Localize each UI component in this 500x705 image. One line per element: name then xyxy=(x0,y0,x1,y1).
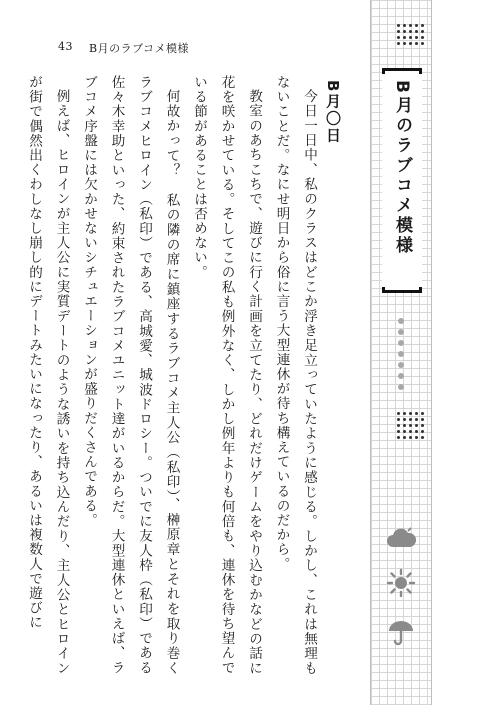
umbrella-icon xyxy=(386,618,416,648)
paragraph: 教室のあちこちで、遊びに行く計画を立てたり、どれだけゲームをやり込むかなどの話に花を咲かせている。そしてこの私も例外なく、しかし例年よりも何倍も、連休を待ち望んでいる節があることは否めない。 xyxy=(191,75,262,675)
dot-grid-mid xyxy=(397,412,424,439)
paragraph: 例えば、ヒロインが主人公に実質デートのような誘いを持ち込んだり、主人公とヒロインが街で偶然出くわしなし崩し的にデートみたいになったり、あるいは複数人で遊びに xyxy=(26,75,70,675)
circle-column xyxy=(398,318,404,390)
date-heading: B月〇日 xyxy=(324,80,342,145)
running-title: B月のラブコメ模様 xyxy=(89,42,190,55)
chapter-title: B月のラブコメ模様 xyxy=(392,80,412,256)
page-header xyxy=(58,40,189,56)
dot-grid-top xyxy=(397,24,424,45)
paragraph: 何故かって？ 私の隣の席に鎮座するラブコメ主人公（私印）、榊原章とそれを取り巻くラブコメヒロイン（私印）である、高城愛、城波ドロシー。ついでに友人枠（私印）である佐々木幸助といった、約束されたラブコメユニット達がいるからだ。大型連休といえば、ラブコメ序盤には欠かせないシチュエーションが盛りだくさんである。 xyxy=(81,75,180,675)
chapter-title-box xyxy=(382,68,422,293)
page-number: 43 xyxy=(58,40,73,53)
body-text xyxy=(26,75,322,675)
bracket-bottom xyxy=(382,287,422,293)
paragraph: 今日一日中、私のクラスはどこか浮き足立っていたように感じる。しかし、これは無理もないことだ。なにせ明日から俗に言う大型連休が待ち構えているのだから。 xyxy=(273,75,317,675)
bracket-top xyxy=(382,68,422,74)
sun-icon xyxy=(386,568,416,598)
cloud-icon xyxy=(386,523,416,553)
